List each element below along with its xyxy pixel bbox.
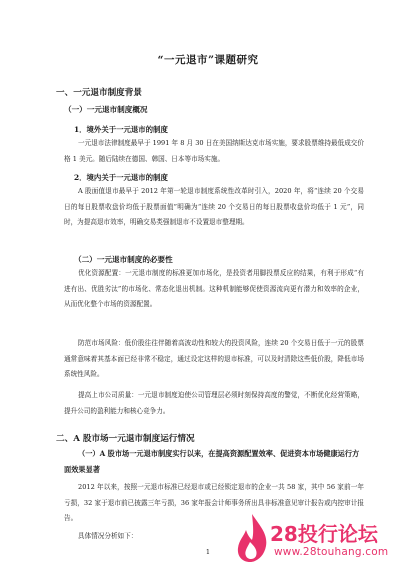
- subsection-heading-1: （一）一元退市制度概况: [64, 105, 148, 114]
- flame-logo-icon: [232, 512, 272, 564]
- paragraph-8: 具体情况分析如下：: [78, 532, 138, 540]
- subsection-heading-2: （二）一元退市制度的必要性: [74, 255, 173, 264]
- paragraph-1: 一元退市法律制度最早于 1991 年 8 月 30 日在美国纳斯达克市场实施，要求股票维持最低成交价格 1 美元。随后陆续在德国、韩国、日本等市场实施。: [64, 139, 364, 163]
- paragraph-2: A 股面值退市最早于 2012 年第一轮退市制度系统性改革时引入，2020 年，将“连续 20 个交易日的每日股票收盘价均低于股票面值”明确为“连续 20 个交易日的每日股票收盘价均低于 1 元”，同时，为提高退市效率，明确交易类强制退市不设置退市整理期。: [64, 187, 364, 227]
- document-title: “一元退市”课题研究: [157, 54, 259, 66]
- page-number: 1: [205, 548, 211, 556]
- paragraph-3: 优化资源配置：一元退市制度的标准更加市场化，是投资者用脚投票反应的结果，有利于形成“有进有出、优胜劣汰”的市场化、常态化退出机制。这种机制能够促使资源流向更有潜力和效率的企业，从而优化整个市场的资源配置。: [64, 269, 364, 309]
- watermark-brand: 28投行论坛: [270, 522, 378, 546]
- paragraph-7: 2012 年以来，按照一元退市标准已经退市或已经锁定退市的企业一共 58 家，其中 56 家前一年亏损，32 家于退市前已披露三年亏损，36 家年报会计师事务所出具非标准意见审计报告或内控审计报告。: [64, 483, 364, 523]
- paragraph-5: 提高上市公司质量：一元退市制度迫使公司管理层必须时刻保持高度的警觉，不断优化经营策略，提升公司的盈利能力和核心竞争力。: [64, 391, 364, 415]
- paragraph-6-bold: （一）A 股市场一元退市制度实行以来，在提高资源配置效率、促进资本市场健康运行方面效果显著: [64, 449, 360, 474]
- watermark: [232, 512, 416, 568]
- section-heading-2: 二、A 股市场一元退市制度运行情况: [56, 434, 195, 444]
- item-heading-2: 2．境内关于一元退市的制度: [74, 173, 168, 182]
- section-heading-1: 一、一元退市制度背景: [56, 88, 142, 98]
- item-heading-1: 1．境外关于一元退市的制度: [74, 125, 168, 134]
- paragraph-4: 防范市场风险：低价股往往伴随着高波动性和较大的投资风险，连续 20 个交易日低于一元的股票通常意味着其基本面已经非常不稳定，通过设定这样的退市标准，可以及时清除这些低价股，降低市场系统性风险。: [64, 339, 364, 379]
- watermark-url: www.28touhang.com: [274, 546, 389, 558]
